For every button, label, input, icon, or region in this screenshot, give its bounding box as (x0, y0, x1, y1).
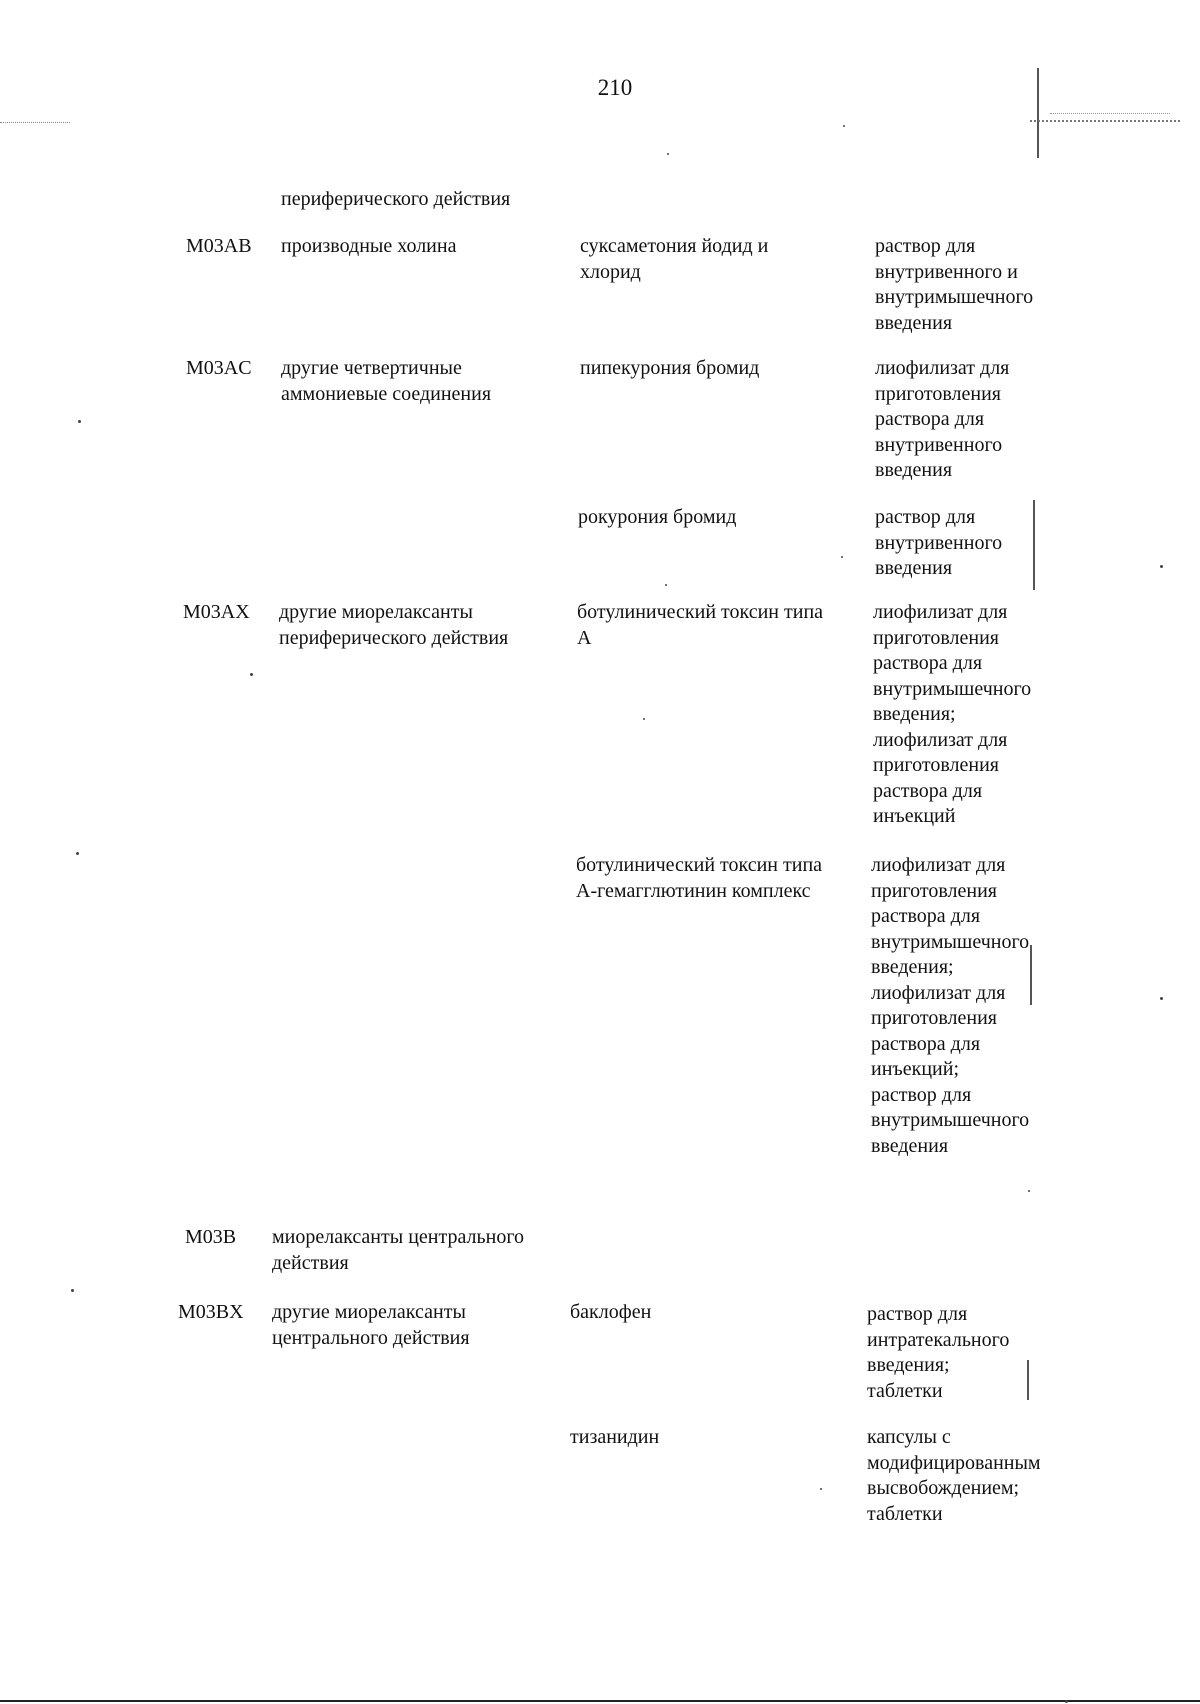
scan-artifact-speck (820, 1488, 822, 1490)
scan-artifact-line (1050, 113, 1170, 115)
atc-code: M03AB (186, 235, 252, 257)
dosage-form: лиофилизат для приготовления раствора для внутримышечного введения; лиофилизат для приготовления раствора для инъекций; раствор для внутримышечного введения (871, 854, 1030, 1157)
scan-artifact-line (0, 1700, 1200, 1703)
dosage-form: раствор для внутривенного и внутримышечного введения (875, 235, 1034, 334)
dosage-form: лиофилизат для приготовления раствора для внутривенного введения (875, 357, 1010, 481)
scan-artifact-line (0, 122, 70, 124)
drug-name: тизанидин (570, 1426, 660, 1448)
scan-artifact-line (1030, 945, 1032, 1005)
atc-group-name: другие миорелаксанты центрального действия (272, 1301, 470, 1349)
drug-name: рокурония бромид (578, 506, 737, 528)
scan-artifact-line (1030, 120, 1180, 123)
scan-artifact-speck (76, 852, 79, 855)
continuation-group-text: периферического действия (281, 188, 511, 210)
drug-name: суксаметония йодид и хлорид (580, 235, 769, 283)
scan-artifact-speck (250, 673, 253, 676)
page-number: 210 (597, 75, 633, 100)
atc-code: M03AX (183, 601, 250, 623)
drug-name: ботулинический токсин типа А-гемагглютинин комплекс (576, 854, 823, 902)
drug-name: баклофен (570, 1301, 652, 1323)
scan-artifact-speck (78, 420, 81, 423)
scan-artifact-line (1037, 68, 1039, 158)
dosage-form: раствор для внутривенного введения (875, 506, 1003, 579)
atc-code: M03BX (178, 1301, 244, 1323)
scan-artifact-speck (841, 556, 843, 558)
drug-name: ботулинический токсин типа А (577, 601, 824, 649)
atc-group-name: другие миорелаксанты периферического действия (279, 601, 509, 649)
scan-artifact-speck (1160, 997, 1163, 1000)
scan-artifact-speck (667, 153, 669, 155)
scan-artifact-speck (1028, 1190, 1030, 1192)
scan-artifact-speck (71, 1289, 74, 1292)
atc-group-name: другие четвертичные аммониевые соединения (281, 357, 492, 405)
atc-group-name: миорелаксанты центрального действия (272, 1226, 525, 1274)
drug-name: пипекурония бромид (580, 357, 760, 379)
atc-code: M03B (185, 1226, 237, 1248)
scan-artifact-speck (643, 718, 645, 720)
atc-group-name: производные холина (281, 235, 457, 257)
dosage-form: лиофилизат для приготовления раствора для внутримышечного введения; лиофилизат для приготовления раствора для инъекций (873, 601, 1032, 827)
scan-artifact-speck (665, 584, 667, 586)
dosage-form: капсулы с модифицированным высвобождением; таблетки (867, 1426, 1041, 1525)
scan-artifact-line (1027, 1360, 1029, 1400)
atc-code: M03AC (186, 357, 252, 379)
scan-artifact-speck (843, 125, 845, 127)
scan-artifact-speck (1065, 1700, 1068, 1703)
scan-artifact-line (1033, 500, 1035, 590)
scan-artifact-speck (1160, 565, 1163, 568)
dosage-form: раствор для интратекального введения; таблетки (867, 1303, 1010, 1402)
